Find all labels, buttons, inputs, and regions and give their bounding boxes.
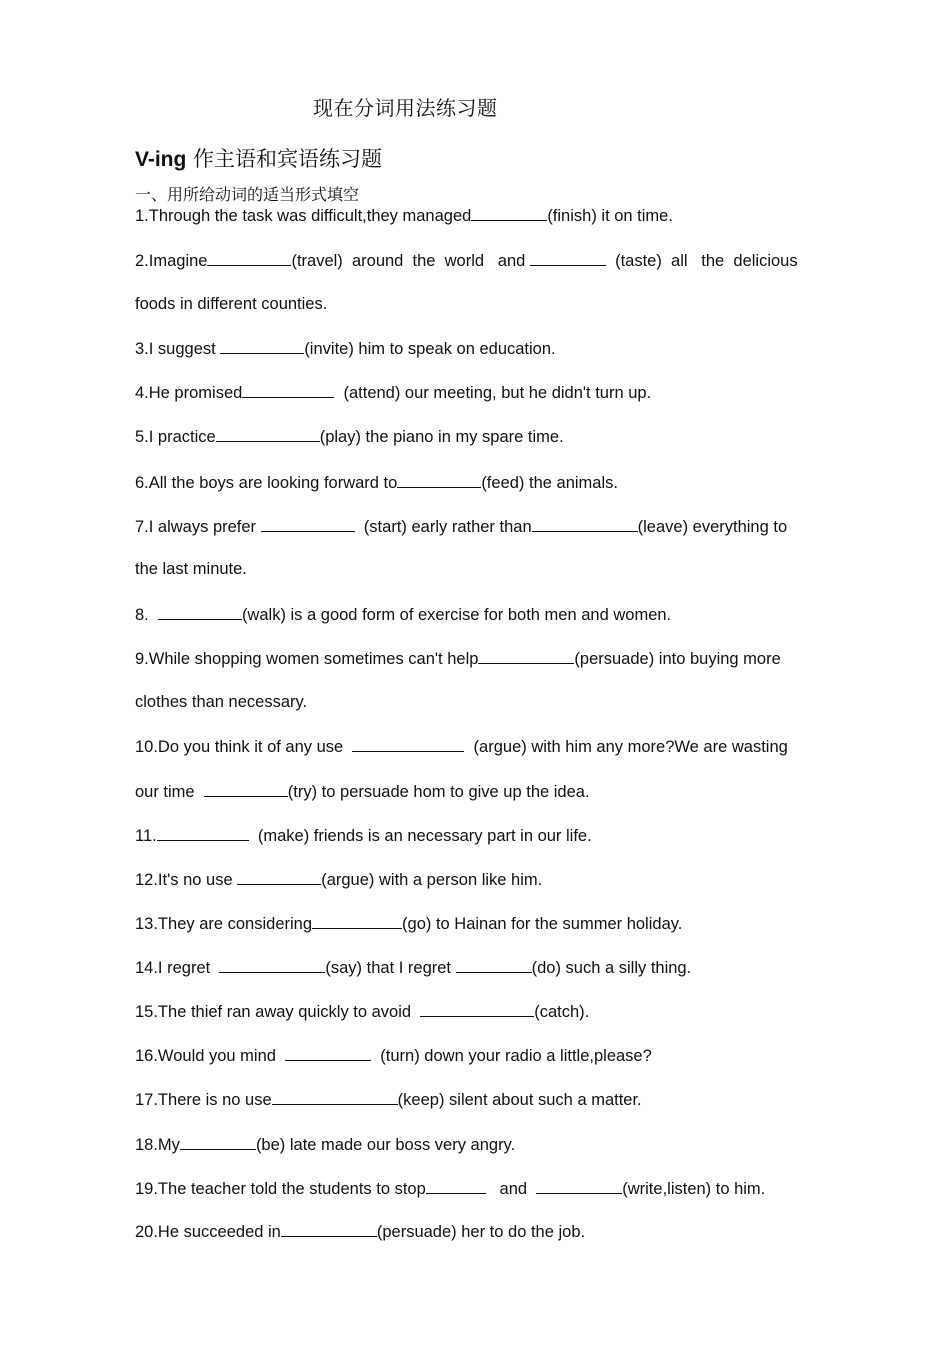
answer-blank[interactable] (426, 1179, 486, 1194)
line-text: (persuade) her to do the job. (376, 1223, 586, 1241)
line-text: 17.There is no use (135, 1091, 272, 1109)
exercise-line (135, 693, 307, 712)
line-text: 4.He promised (135, 384, 243, 402)
answer-blank[interactable] (536, 1179, 622, 1194)
line-text: 10.Do you think it of any use (135, 738, 353, 756)
exercise-line (135, 782, 590, 802)
exercise-line (135, 427, 564, 447)
line-text: (go) to Hainan for the summer holiday. (402, 915, 683, 933)
line-text: 20.He succeeded in (135, 1223, 281, 1241)
answer-blank[interactable] (237, 870, 321, 885)
section-heading-en: V-ing (135, 148, 187, 171)
line-text: (leave) everything to (637, 518, 788, 536)
exercise-line (135, 1222, 585, 1242)
line-text: (start) early rather than (354, 518, 532, 536)
answer-blank[interactable] (158, 605, 242, 620)
line-text: 15.The thief ran away quickly to avoid (135, 1003, 421, 1021)
exercise-line (135, 517, 787, 537)
line-text: (invite) him to speak on education. (304, 340, 556, 358)
line-text: 6.All the boys are looking forward to (135, 474, 398, 492)
line-text: (do) such a silly thing. (531, 959, 692, 977)
section-heading-cn: 作主语和宾语练习题 (186, 147, 383, 171)
exercise-line (135, 1135, 515, 1155)
line-text: 2.Imagine (135, 252, 208, 270)
line-text: foods in different counties. (135, 295, 328, 313)
exercise-line (135, 1179, 765, 1199)
answer-blank[interactable] (207, 251, 291, 266)
answer-blank[interactable] (312, 914, 402, 929)
answer-blank[interactable] (220, 339, 304, 354)
line-text: 3.I suggest (135, 340, 221, 358)
line-text: (play) the piano in my spare time. (319, 428, 564, 446)
line-text: (write,listen) to him. (622, 1180, 766, 1198)
exercise-line (135, 383, 651, 403)
exercise-line (135, 473, 618, 493)
instruction: 一、用所给动词的适当形式填空 (135, 185, 360, 204)
answer-blank[interactable] (204, 782, 288, 797)
exercise-line (135, 339, 556, 359)
line-text: 19.The teacher told the students to stop (135, 1180, 426, 1198)
answer-blank[interactable] (272, 1090, 398, 1105)
answer-blank[interactable] (281, 1222, 377, 1237)
answer-blank[interactable] (456, 958, 532, 973)
answer-blank[interactable] (532, 517, 638, 532)
line-text: (argue) with a person like him. (321, 871, 543, 889)
line-text: (walk) is a good form of exercise for both men and women. (241, 606, 672, 624)
answer-blank[interactable] (157, 826, 249, 841)
line-text: (be) late made our boss very angry. (255, 1136, 516, 1154)
exercise-line (135, 826, 592, 846)
line-text: and (485, 1180, 537, 1198)
line-text: 16.Would you mind (135, 1047, 286, 1065)
exercise-line (135, 737, 788, 757)
line-text: (taste) all the delicious (605, 252, 798, 270)
exercise-line (135, 1046, 652, 1066)
line-text: (say) that I regret (325, 959, 456, 977)
line-text: 7.I always prefer (135, 518, 261, 536)
line-text: 14.I regret (135, 959, 220, 977)
line-text: (catch). (534, 1003, 590, 1021)
line-text: (keep) silent about such a matter. (397, 1091, 642, 1109)
exercise-line (135, 206, 673, 226)
line-text: 11. (135, 827, 157, 845)
answer-blank[interactable] (180, 1135, 256, 1150)
section-heading (135, 143, 382, 173)
line-text: clothes than necessary. (135, 693, 308, 711)
line-text: (make) friends is an necessary part in our life. (248, 827, 592, 845)
answer-blank[interactable] (530, 251, 606, 266)
answer-blank[interactable] (261, 517, 355, 532)
line-text: 1.Through the task was difficult,they managed (135, 207, 472, 225)
answer-blank[interactable] (285, 1046, 371, 1061)
exercise-line (135, 1090, 642, 1110)
line-text: (argue) with him any more?We are wasting (464, 738, 788, 756)
line-text: 12.It's no use (135, 871, 238, 889)
line-text: (try) to persuade hom to give up the idea. (287, 783, 590, 801)
line-text: (feed) the animals. (481, 474, 618, 492)
line-text: (turn) down your radio a little,please? (371, 1047, 652, 1065)
exercise-line (135, 958, 691, 978)
line-text: 8. (135, 606, 158, 624)
line-text: 9.While shopping women sometimes can't help (135, 650, 479, 668)
answer-blank[interactable] (397, 473, 481, 488)
line-text: (finish) it on time. (547, 207, 673, 225)
answer-blank[interactable] (219, 958, 325, 973)
exercise-line (135, 1002, 589, 1022)
line-text: (persuade) into buying more (574, 650, 781, 668)
answer-blank[interactable] (216, 427, 320, 442)
answer-blank[interactable] (242, 383, 334, 398)
exercise-line (135, 870, 542, 890)
exercise-line (135, 560, 247, 579)
answer-blank[interactable] (478, 649, 574, 664)
exercise-line (135, 295, 327, 314)
answer-blank[interactable] (471, 206, 547, 221)
answer-blank[interactable] (352, 737, 464, 752)
line-text: our time (135, 783, 204, 801)
line-text: the last minute. (135, 560, 247, 578)
exercise-line (135, 914, 682, 934)
exercise-line (135, 251, 798, 271)
answer-blank[interactable] (420, 1002, 534, 1017)
line-text: (attend) our meeting, but he didn't turn up. (334, 384, 652, 402)
line-text: 5.I practice (135, 428, 216, 446)
exercise-line (135, 605, 671, 625)
exercise-line (135, 649, 781, 669)
line-text: 13.They are considering (135, 915, 313, 933)
line-text: (travel) around the world and (291, 252, 530, 270)
page-title: 现在分词用法练习题 (313, 96, 498, 120)
line-text: 18.My (135, 1136, 180, 1154)
